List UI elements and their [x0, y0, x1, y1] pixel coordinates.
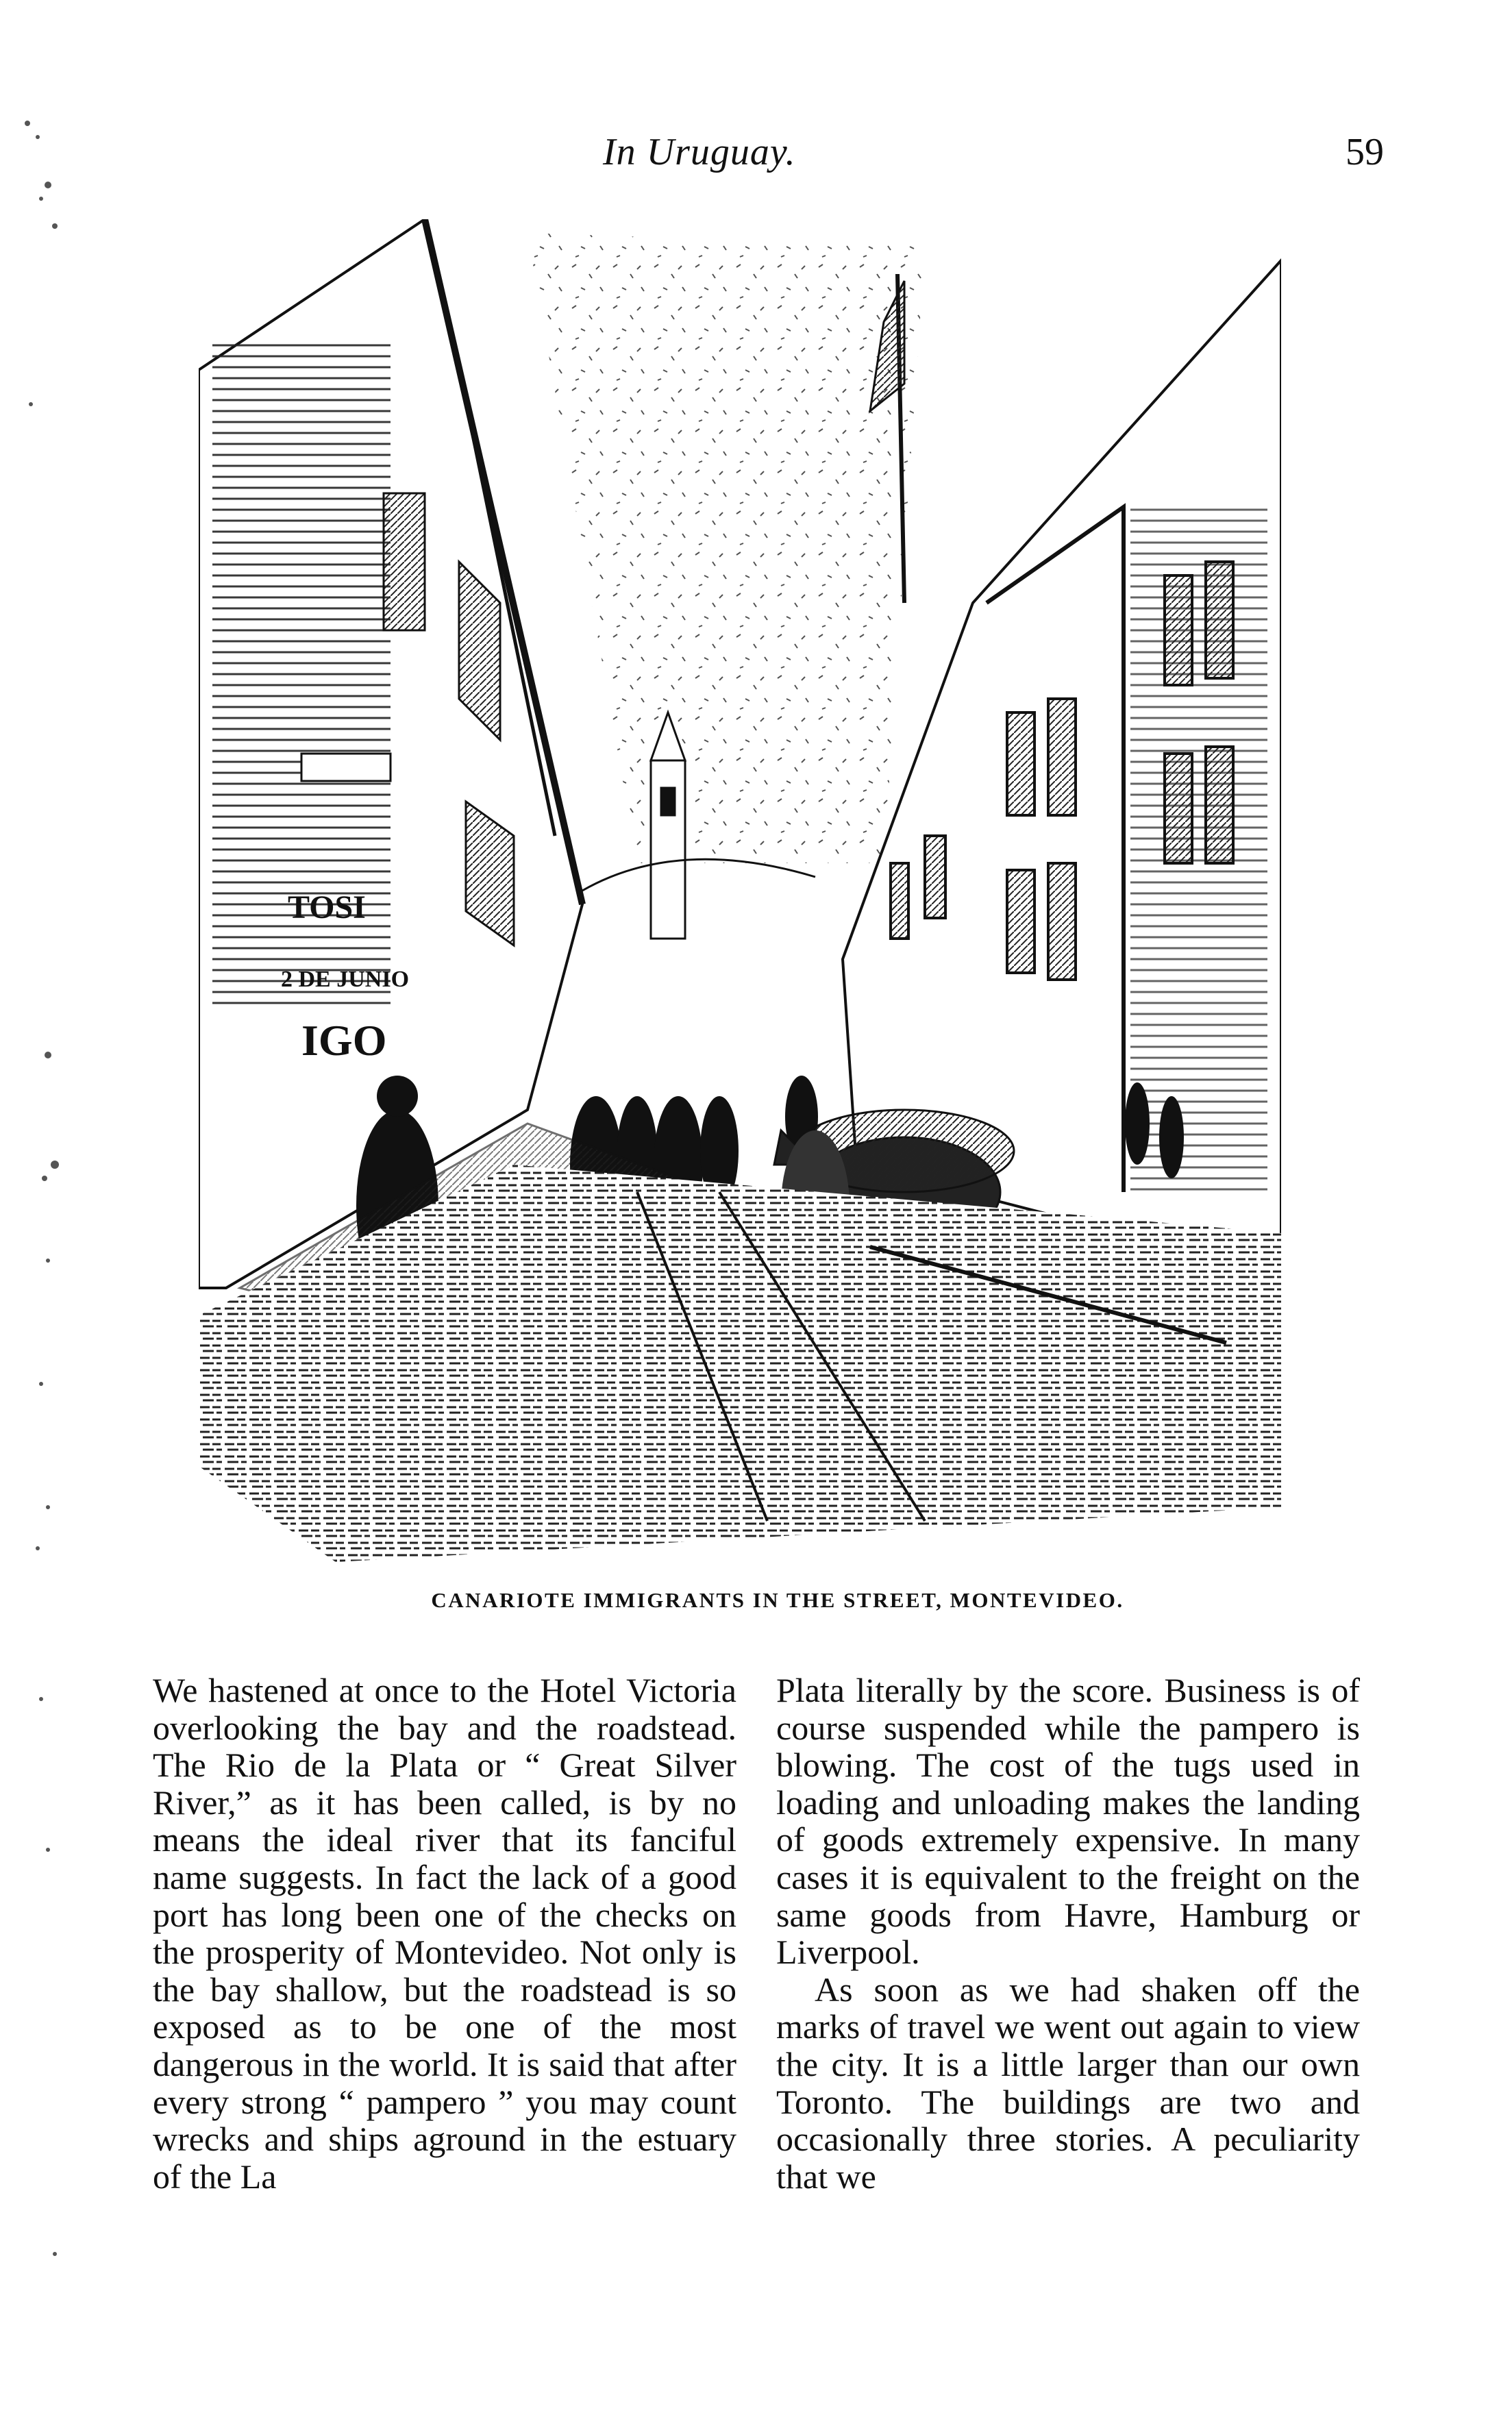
margin-specks [0, 0, 82, 2417]
paragraph: Plata literally by the score. Business is of course suspended while the pampero is blowing. The cost of the tugs used in loading and unloading makes the landing of goods extremely expensive. In many cases it is equivalent to the freight on the same goods from Havre, Hamburg or Liverpool. [776, 1671, 1360, 1972]
sign-igo: IGO [301, 1016, 387, 1065]
page-number: 59 [1346, 131, 1384, 173]
paragraph: As soon as we had shaken off the marks of travel we went out again to view the city. It is a little larger than our own Toronto. The buildings are two and occasionally three stories. A peculiarity that we [776, 1970, 1360, 2196]
text-column-left [153, 1672, 736, 2195]
sign-tosi: TOSI [288, 889, 366, 926]
street-illustration [199, 219, 1281, 1562]
text-column-right [776, 1672, 1360, 2195]
paragraph: We hastened at once to the Hotel Victoria overlooking the bay and the roadstead. The Rio de la Plata or “ Great Silver River,” as it has been called, is by no means the ideal river that its fanciful name suggests. In fact the lack of a good port has long been one of the checks on the prosperity of Montevideo. Not only is the bay shallow, but the roadstead is so exposed as to be one of the most dangerous in the world. It is said that after every strong “ pampero ” you may count wrecks and ships aground in the estuary of the La [153, 1671, 736, 2196]
running-title: In Uruguay. [603, 131, 796, 173]
sign-dos-de-junio: 2 DE JUNIO [281, 967, 410, 992]
illustration-caption: CANARIOTE IMMIGRANTS IN THE STREET, MONTEVIDEO. [431, 1588, 1124, 1612]
